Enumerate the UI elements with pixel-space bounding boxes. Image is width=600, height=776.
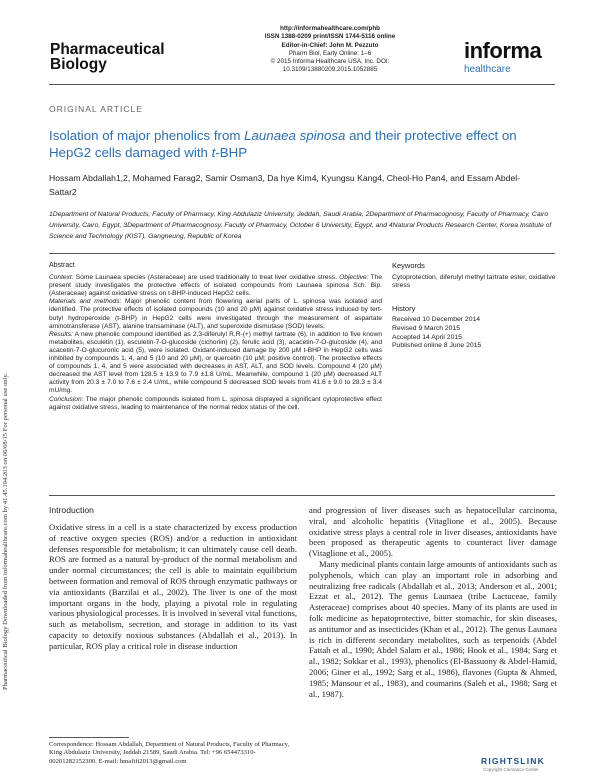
header-divider: [49, 84, 555, 85]
publisher-logo-sub: healthcare: [464, 64, 511, 75]
journal-name: Pharmaceutical Biology: [50, 41, 165, 73]
intro-right-column: and progression of liver diseases such as hepatocellular carcinoma, viral, and alcoholic hepatitis (Vitaglione et al., 2005). Because oxidative stress plays a central role in liver diseases, antioxidants have been proposed as therapeutic agents to counteract liver damage (Vitaglione et al., 2005). Many medicinal plants contain large amounts of antioxidants such as polyphenols, which can play an important role in adsorbing and neutralizing free radicals (Abdallah et al., 2013; Anderson et al., 2001; Ezzat et al., 2012). The genus Launaea (tribe Lactuceae, family Asteraceae) comprises about 40 species. Many of its plants are used in folk medicine as hepatoprotective, bitter stomachic, for skin diseases, as antitumor and as insecticides (Khan et al., 2012). The genus Launaea is rich in different secondary metabolites, such as terpenoids (Abdel Fattah et al., 1990; Abdel Salam et al., 1986; Hook et al., 1984; Sarg et al., 1982; Sokkar et al., 1993), phenolics (El-Bassuony & Abdel-Hamid, 2006; Giner et al., 1992; Sarg et al., 1986), flavones (Gupta & Ahmed, 1985; Mansour et al., 1983), and coumarins (Saleh et al., 1988; Sarg et al., 1987).: [309, 505, 557, 699]
keywords-text: Cytoprotection, diferulyl methyl tartrate ester, oxidative stress: [392, 273, 556, 290]
author-list: Hossam Abdallah1,2, Mohamed Farag2, Samir Osman3, Da hye Kim4, Kyungsu Kang4, Cheol-Ho Pan4, and Essam Abdel-Sattar2: [49, 173, 520, 197]
rightslink-subtitle: Copyright Clearance Center: [483, 767, 539, 772]
introduction-heading: Introduction: [49, 505, 94, 515]
history-heading: History: [392, 303, 416, 313]
download-note: Pharmaceutical Biology Downloaded from informahealthcare.com by 41.45.194.203 on 06/08/15 For personal use only.: [2, 373, 9, 690]
publisher-logo: informa: [464, 38, 542, 63]
intro-left-column: Oxidative stress in a cell is a state characterized by excess production of reactive oxygen species (ROS) and/or a reduction in antioxidant defenses responsible for metabolism; it can ultimately cause cell death. ROS are formed as a natural by-product of the normal metabolism and under normal circumstances; the cell is able to maintain equilibrium between formation and removal of ROS through enzymatic pathways or via antioxidants (Barzilai et al., 2002). The liver is one of the most important organs in the body, playing a pivotal role in regulating various physiological processes. It is involved in several vital functions, such as metabolism, secretion, and storage in addition to its vast capacity to detoxify noxious substances (Abdallah et al., 2013). In particular, ROS play a critical role in disease induction: [49, 522, 297, 651]
abstract-divider: [49, 253, 555, 254]
article-title: Isolation of major phenolics from Launaea spinosa and their protective effect on HepG2 cells damaged with t-BHP: [49, 128, 517, 160]
rightslink-logo[interactable]: RIGHTSLINK: [481, 756, 545, 766]
affiliations: 1Department of Natural Products, Faculty of Pharmacy, King Abdulaziz University, Jeddah, Saudi Arabia, 2Department of Pharmacognosy, Faculty of Pharmacy, Cairo University, Cairo, Egypt, 3Department of Pharmacognosy, Faculty of Pharmacy, October 6 University, Egypt, and 4Natural Products Research Center, Korea Institute of Science and Technology (KIST), Gangneung, Republic of Korea: [49, 211, 552, 240]
keywords-heading: Keywords: [392, 261, 425, 270]
keywords-panel: Keywords Cytoprotection, diferulyl methyl tartrate ester, oxidative stress History Received 10 December 2014 Revised 9 March 2015 Accepted 14 April 2015 Published online 8 June 2015: [392, 262, 562, 351]
correspondence: Correspondence: Hossam Abdallah, Department of Natural Products, Faculty of Pharmacy, King Abdulaziz University, Jeddah 21589, Saudi Arabia. Tel: +96 654473310-00201282152300. E-mail: hmafifi2013@gmail.com: [49, 741, 290, 765]
journal-meta: http://informahealthcare.com/phb ISSN 1388-0209 print/ISSN 1744-5116 online Editor-in-Chief: John M. Pezzuto Pharm Biol, Early Online: 1–6 © 2015 Informa Healthcare USA, Inc. DOI: 10.3109/13880209.2015.1052885: [240, 25, 420, 75]
footnote-divider: [49, 737, 129, 738]
body-divider: [49, 495, 555, 496]
article-type: ORIGINAL ARTICLE: [49, 104, 143, 114]
journal-url[interactable]: http://informahealthcare.com/phb: [279, 25, 381, 32]
abstract-heading: Abstract: [49, 262, 75, 269]
abstract: Abstract Context: Some Launaea species (Asteraceae) are used traditionally to treat liver oxidative stress. Objective: The present study investigates the protective effects of isolated compounds from Launaea spinosa Sch. Bip. (Asteraceae) against oxidative stress on t-BHP-induced HepG2 cells. Materials and methods: Major phenolic content from flowering aerial parts of L. spinosa was isolated and identified. The protective effects of isolated compounds (10 and 20 μM) against oxidative stress induced by tert-butyl hydroperoxide (t-BHP) in HepG2 cells were investigated through the measurement of aspartate aminotransferase (AST), alanine transaminase (ALT), and superoxide dismutase (SOD) levels. Results: A new phenolic compound identified as 2,3-diferulyl R,R-(+) methyl tartrate (6), in addition to five known metabolites, esculetin (1), esculetin-7-O-glucoside (cichoriin) (2), ferulic acid (3), acacetin-7-O-glucoside (4), and acacetin-7-O-glucuronic acid (5), were isolated. Oxidant-induced damage by 200 μM t-BHP in HepG2 cells was inhibited by compounds 1, 4, and 5 (10 and 20 μM), or quercetin (10 μM; positive control). The protective effects of compounds 1, 4, and 5 were associated with decreases in AST, ALT, and SOD levels. Compound 4 (20 μM) decreased the AST level from 128.5 ± 13.9 to 7.9 ±1.8 U/mL. Meanwhile, compound 1 (20 μM) decreased ALT activity from 20.3 ± 7.0 to 7.6 ± 2.4 U/mL, while compound 5 decreased SOD levels from 41.6 ± 9.0 to 28.3 ± 3.4 mU/mg. Conclusion: The major phenolic compounds isolated from L. spinosa displayed a significant cytoprotective effect against oxidative stress, leading to maintenance of the normal redox status of the cell.: [49, 262, 382, 411]
